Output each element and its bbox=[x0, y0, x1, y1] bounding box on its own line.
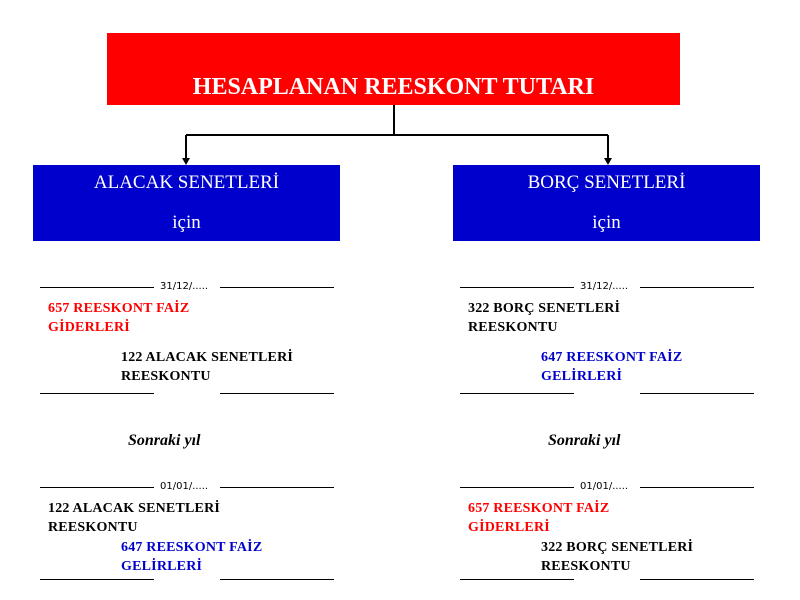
debit-account-line: 322 BORÇ SENETLERİ bbox=[468, 301, 621, 316]
payables-box bbox=[453, 165, 760, 241]
entry-bottom-rule bbox=[40, 393, 154, 394]
debit-account-line: 657 REESKONT FAİZ bbox=[48, 301, 190, 316]
payables-box-subtitle: için bbox=[592, 212, 621, 233]
credit-account-line: GELİRLERİ bbox=[121, 559, 203, 574]
arrowhead-left-icon bbox=[182, 158, 190, 165]
entry-date: 01/01/..... bbox=[160, 481, 209, 492]
credit-account-line: REESKONTU bbox=[121, 369, 211, 384]
receivables-box bbox=[33, 165, 340, 241]
credit-account-line: 647 REESKONT FAİZ bbox=[121, 540, 263, 555]
debit-account bbox=[48, 499, 220, 537]
entry-top-rule bbox=[460, 487, 574, 488]
debit-account-line: GİDERLERİ bbox=[468, 520, 550, 535]
debit-account-line: REESKONTU bbox=[468, 320, 558, 335]
credit-account-line: REESKONTU bbox=[541, 559, 631, 574]
entry-top-rule bbox=[220, 487, 334, 488]
credit-account bbox=[541, 538, 693, 576]
entry-top-rule bbox=[40, 287, 154, 288]
diagram-title: HESAPLANAN REESKONT TUTARI bbox=[192, 73, 595, 100]
receivables-box-title: ALACAK SENETLERİ bbox=[93, 172, 280, 193]
arrowhead-right-icon bbox=[604, 158, 612, 165]
debit-account-line: 657 REESKONT FAİZ bbox=[468, 501, 610, 516]
next-year-label: Sonraki yıl bbox=[128, 432, 201, 449]
entry-bottom-rule bbox=[460, 579, 574, 580]
entry-date: 01/01/..... bbox=[580, 481, 629, 492]
entry-top-rule bbox=[220, 287, 334, 288]
next-year-label: Sonraki yıl bbox=[548, 432, 621, 449]
receivables-box-subtitle: için bbox=[172, 212, 201, 233]
credit-account-line: 322 BORÇ SENETLERİ bbox=[541, 540, 694, 555]
debit-account-line: 122 ALACAK SENETLERİ bbox=[48, 501, 221, 516]
credit-account bbox=[121, 348, 293, 386]
debit-account bbox=[468, 499, 609, 537]
payables-box-title: BORÇ SENETLERİ bbox=[527, 172, 686, 193]
credit-account-line: 647 REESKONT FAİZ bbox=[541, 350, 683, 365]
debit-account-line: GİDERLERİ bbox=[48, 320, 130, 335]
entry-top-rule bbox=[640, 287, 754, 288]
credit-account-line: GELİRLERİ bbox=[541, 369, 623, 384]
credit-account-line: 122 ALACAK SENETLERİ bbox=[121, 350, 294, 365]
entry-top-rule bbox=[40, 487, 154, 488]
credit-account bbox=[121, 538, 262, 576]
credit-account bbox=[541, 348, 682, 386]
entry-bottom-rule bbox=[640, 393, 754, 394]
entry-top-rule bbox=[640, 487, 754, 488]
debit-account-line: REESKONTU bbox=[48, 520, 138, 535]
entry-bottom-rule bbox=[220, 579, 334, 580]
entry-date: 31/12/..... bbox=[160, 281, 209, 292]
entry-bottom-rule bbox=[640, 579, 754, 580]
debit-account bbox=[468, 299, 620, 337]
entry-bottom-rule bbox=[220, 393, 334, 394]
entry-bottom-rule bbox=[460, 393, 574, 394]
debit-account bbox=[48, 299, 189, 337]
entry-bottom-rule bbox=[40, 579, 154, 580]
entry-top-rule bbox=[460, 287, 574, 288]
entry-date: 31/12/..... bbox=[580, 281, 629, 292]
